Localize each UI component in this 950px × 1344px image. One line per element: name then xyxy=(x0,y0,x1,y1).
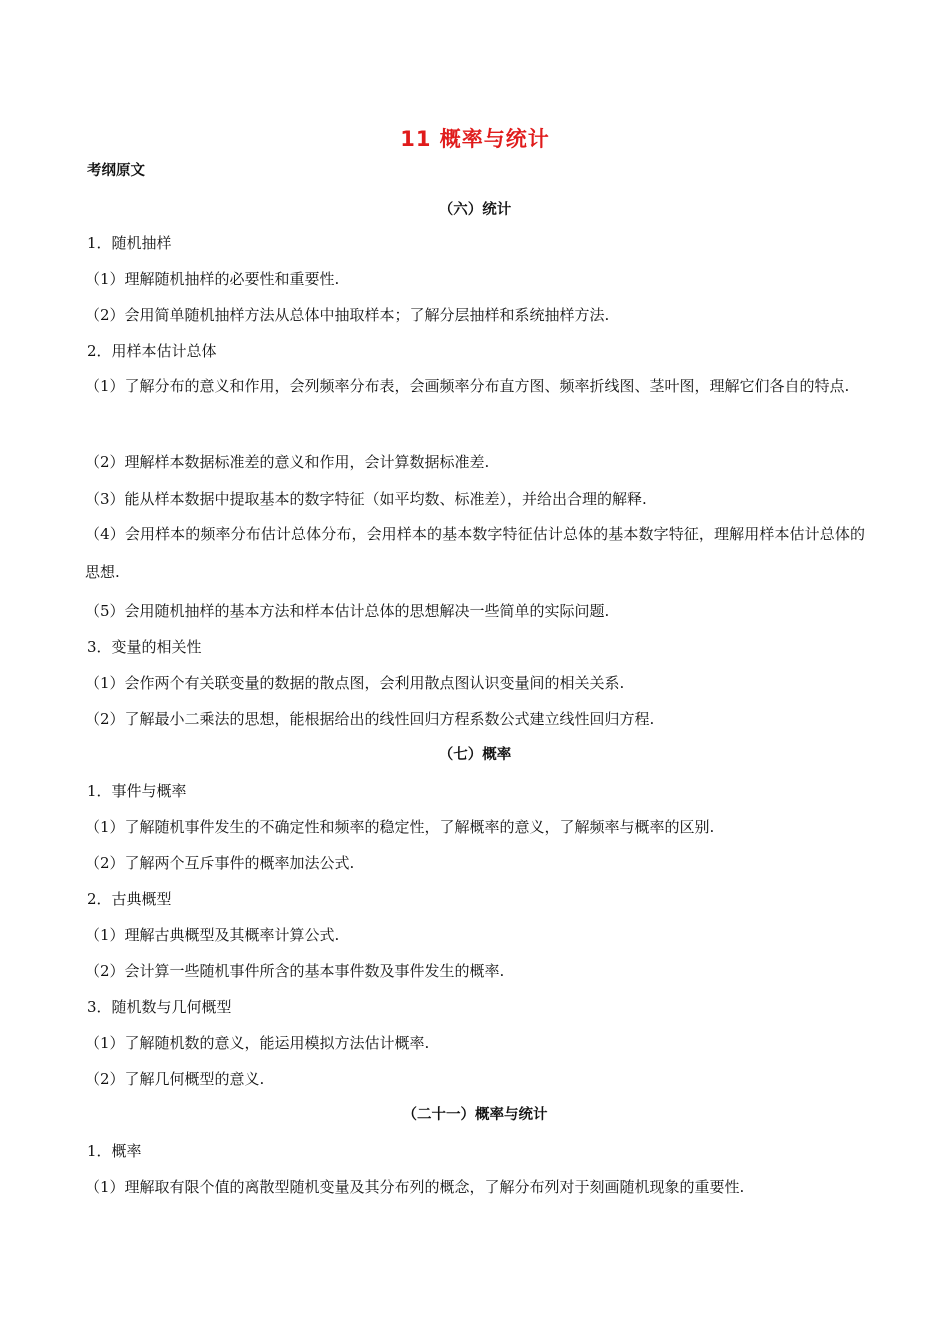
list-item: （5）会用随机抽样的基本方法和样本估计总体的思想解决一些简单的实际问题. xyxy=(85,602,610,620)
list-item: （2）了解两个互斥事件的概率加法公式. xyxy=(85,854,355,872)
topic-sample-estimation: 2．用样本估计总体 xyxy=(87,342,217,360)
topic-random-numbers-geometric: 3．随机数与几何概型 xyxy=(87,998,232,1016)
list-item: （2）会计算一些随机事件所含的基本事件数及事件发生的概率. xyxy=(85,962,505,980)
list-item: （1）了解随机事件发生的不确定性和频率的稳定性，了解概率的意义，了解频率与概率的区别. xyxy=(85,818,715,836)
document-title: 11 概率与统计 xyxy=(400,127,550,151)
section-heading-probability-statistics: （二十一）概率与统计 xyxy=(402,1107,548,1123)
syllabus-label: 考纲原文 xyxy=(87,163,145,179)
topic-probability: 1．概率 xyxy=(87,1142,142,1160)
topic-events-probability: 1．事件与概率 xyxy=(87,782,187,800)
list-item: （2）会用简单随机抽样方法从总体中抽取样本；了解分层抽样和系统抽样方法. xyxy=(85,306,610,324)
section-heading-probability: （七）概率 xyxy=(438,747,512,763)
list-item: （1）了解随机数的意义，能运用模拟方法估计概率. xyxy=(85,1034,430,1052)
list-item: （1）理解取有限个值的离散型随机变量及其分布列的概念，了解分布列对于刻画随机现象的重要性. xyxy=(85,1178,745,1196)
topic-classical-model: 2．古典概型 xyxy=(87,890,172,908)
section-heading-statistics: （六）统计 xyxy=(438,202,512,218)
topic-variable-correlation: 3．变量的相关性 xyxy=(87,638,202,656)
list-item: （1）理解随机抽样的必要性和重要性. xyxy=(85,270,340,288)
list-item: （3）能从样本数据中提取基本的数字特征（如平均数、标准差），并给出合理的解释. xyxy=(85,490,647,508)
list-item: （1）了解分布的意义和作用，会列频率分布表，会画频率分布直方图、频率折线图、茎叶图，理解它们各自的特点. xyxy=(85,377,850,395)
topic-random-sampling: 1．随机抽样 xyxy=(87,234,172,252)
list-item: （2）理解样本数据标准差的意义和作用，会计算数据标准差. xyxy=(85,453,490,471)
list-item: （4）会用样本的频率分布估计总体分布，会用样本的基本数字特征估计总体的基本数字特征，理解用样本估计总体的思想. xyxy=(85,525,865,581)
list-item: （2）了解最小二乘法的思想，能根据给出的线性回归方程系数公式建立线性回归方程. xyxy=(85,710,655,728)
list-item: （1）理解古典概型及其概率计算公式. xyxy=(85,926,340,944)
list-item: （2）了解几何概型的意义. xyxy=(85,1070,265,1088)
list-item: （1）会作两个有关联变量的数据的散点图，会利用散点图认识变量间的相关关系. xyxy=(85,674,625,692)
